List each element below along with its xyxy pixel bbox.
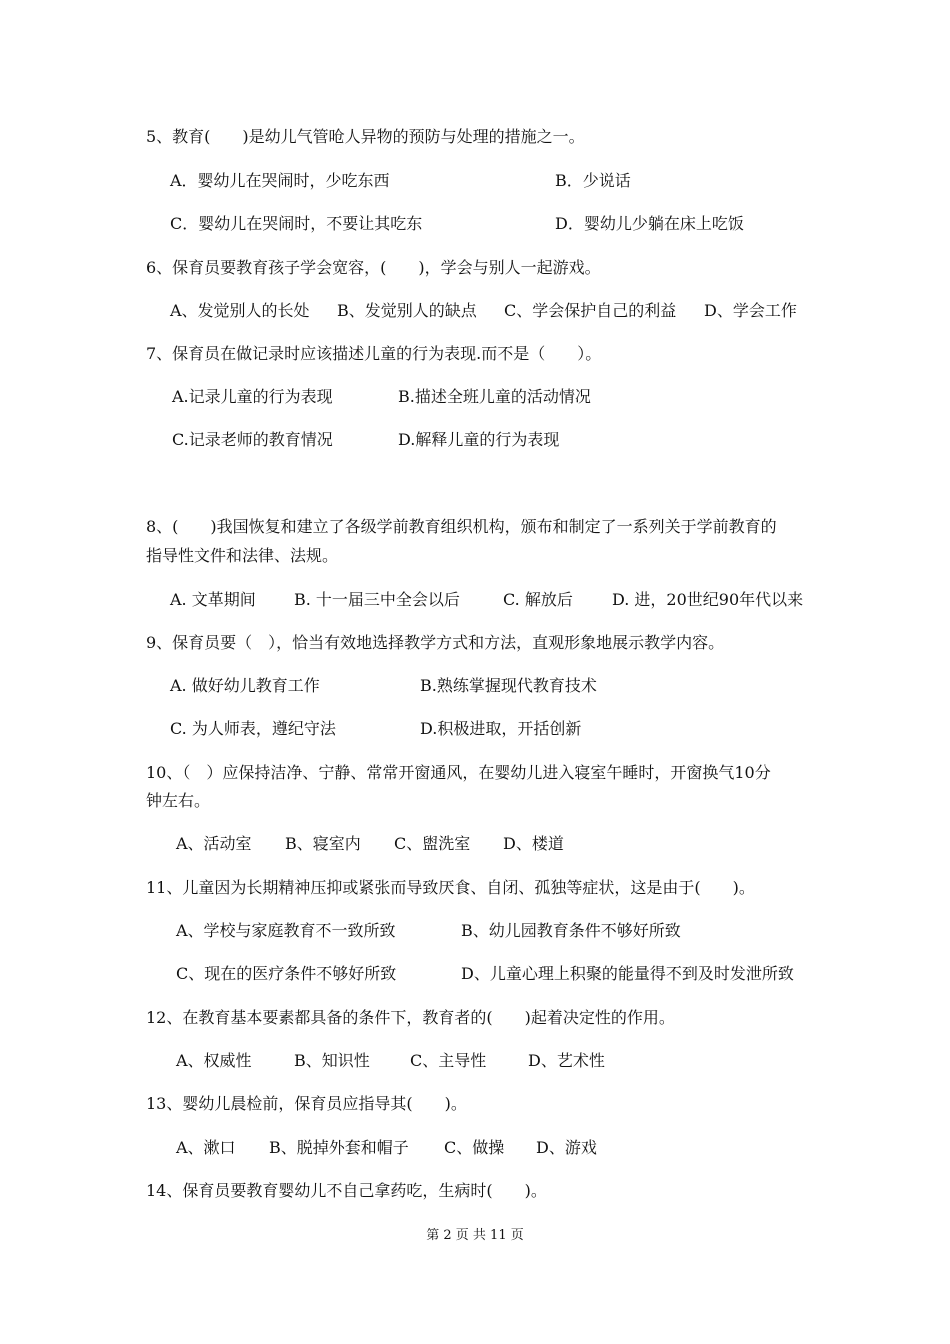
question-8-option-d: D. 进，20世纪90年代以来	[612, 590, 804, 609]
question-8-stem-line-1: 8、( )我国恢复和建立了各级学前教育组织机构，颁布和制定了一系列关于学前教育的	[146, 517, 777, 536]
question-12-option-d: D、艺术性	[528, 1051, 605, 1070]
question-5-option-c: C．婴幼儿在哭闹时，不要让其吃东	[170, 214, 423, 233]
question-11-option-a: A、学校与家庭教育不一致所致	[176, 921, 396, 940]
question-9-stem: 9、保育员要（ ），恰当有效地选择教学方式和方法，直观形象地展示教学内容。	[146, 633, 725, 652]
question-9-option-c: C. 为人师表，遵纪守法	[170, 719, 336, 738]
question-9-option-b: B.熟练掌握现代教育技术	[420, 676, 597, 695]
question-5-option-b: B．少说话	[555, 171, 631, 190]
question-12-stem: 12、在教育基本要素都具备的条件下，教育者的( )起着决定性的作用。	[146, 1008, 675, 1027]
question-10-stem-line-1: 10、（ ）应保持洁净、宁静、常常开窗通风，在婴幼儿进入寝室午睡时，开窗换气10分	[146, 763, 771, 782]
question-13-option-d: D、游戏	[536, 1138, 597, 1157]
question-11-option-d: D、儿童心理上积聚的能量得不到及时发泄所致	[461, 964, 794, 983]
question-6-option-d: D、学会工作	[704, 301, 797, 320]
question-11-option-c: C、现在的医疗条件不够好所致	[176, 964, 397, 983]
question-9-option-a: A. 做好幼儿教育工作	[170, 676, 320, 695]
question-5-option-d: D．婴幼儿少躺在床上吃饭	[555, 214, 744, 233]
question-14-stem: 14、保育员要教育婴幼儿不自己拿药吃，生病时( )。	[146, 1181, 547, 1200]
question-6-option-a: A、发觉别人的长处	[170, 301, 310, 320]
question-8-option-a: A. 文革期间	[170, 590, 256, 609]
question-9-option-d: D.积极进取，开括创新	[420, 719, 582, 738]
question-11-stem: 11、儿童因为长期精神压抑或紧张而导致厌食、自闭、孤独等症状，这是由于( )。	[146, 878, 755, 897]
question-7-stem: 7、保育员在做记录时应该描述儿童的行为表现.而不是（ ）。	[146, 344, 602, 363]
question-7-option-c: C.记录老师的教育情况	[172, 430, 333, 449]
question-10-option-d: D、楼道	[503, 834, 564, 853]
question-12-option-a: A、权威性	[176, 1051, 252, 1070]
question-10-option-a: A、活动室	[176, 834, 252, 853]
question-6-option-b: B、发觉别人的缺点	[337, 301, 477, 320]
question-10-stem-line-2: 钟左右。	[146, 791, 211, 810]
question-12-option-c: C、主导性	[410, 1051, 487, 1070]
question-5-option-a: A．婴幼儿在哭闹时，少吃东西	[170, 171, 390, 190]
question-13-option-a: A、漱口	[176, 1138, 236, 1157]
page-footer: 第 2 页 共 11 页	[426, 1228, 524, 1243]
question-6-stem: 6、保育员要教育孩子学会宽容，( )，学会与别人一起游戏。	[146, 258, 601, 277]
question-5-stem: 5、教育( )是幼儿气管呛人异物的预防与处理的措施之一。	[146, 127, 585, 146]
question-12-option-b: B、知识性	[294, 1051, 370, 1070]
question-13-stem: 13、婴幼儿晨检前，保育员应指导其( )。	[146, 1094, 467, 1113]
question-7-option-b: B.描述全班儿童的活动情况	[398, 387, 591, 406]
question-7-option-a: A.记录儿童的行为表现	[172, 387, 333, 406]
question-11-option-b: B、幼儿园教育条件不够好所致	[461, 921, 681, 940]
question-8-option-b: B. 十一届三中全会以后	[294, 590, 460, 609]
question-8-stem-line-2: 指导性文件和法律、法规。	[146, 546, 339, 565]
question-10-option-b: B、寝室内	[285, 834, 361, 853]
question-13-option-c: C、做操	[444, 1138, 505, 1157]
question-6-option-c: C、学会保护自己的利益	[504, 301, 677, 320]
question-10-option-c: C、盥洗室	[394, 834, 471, 853]
question-8-option-c: C. 解放后	[503, 590, 573, 609]
question-13-option-b: B、脱掉外套和帽子	[269, 1138, 409, 1157]
question-7-option-d: D.解释儿童的行为表现	[398, 430, 560, 449]
